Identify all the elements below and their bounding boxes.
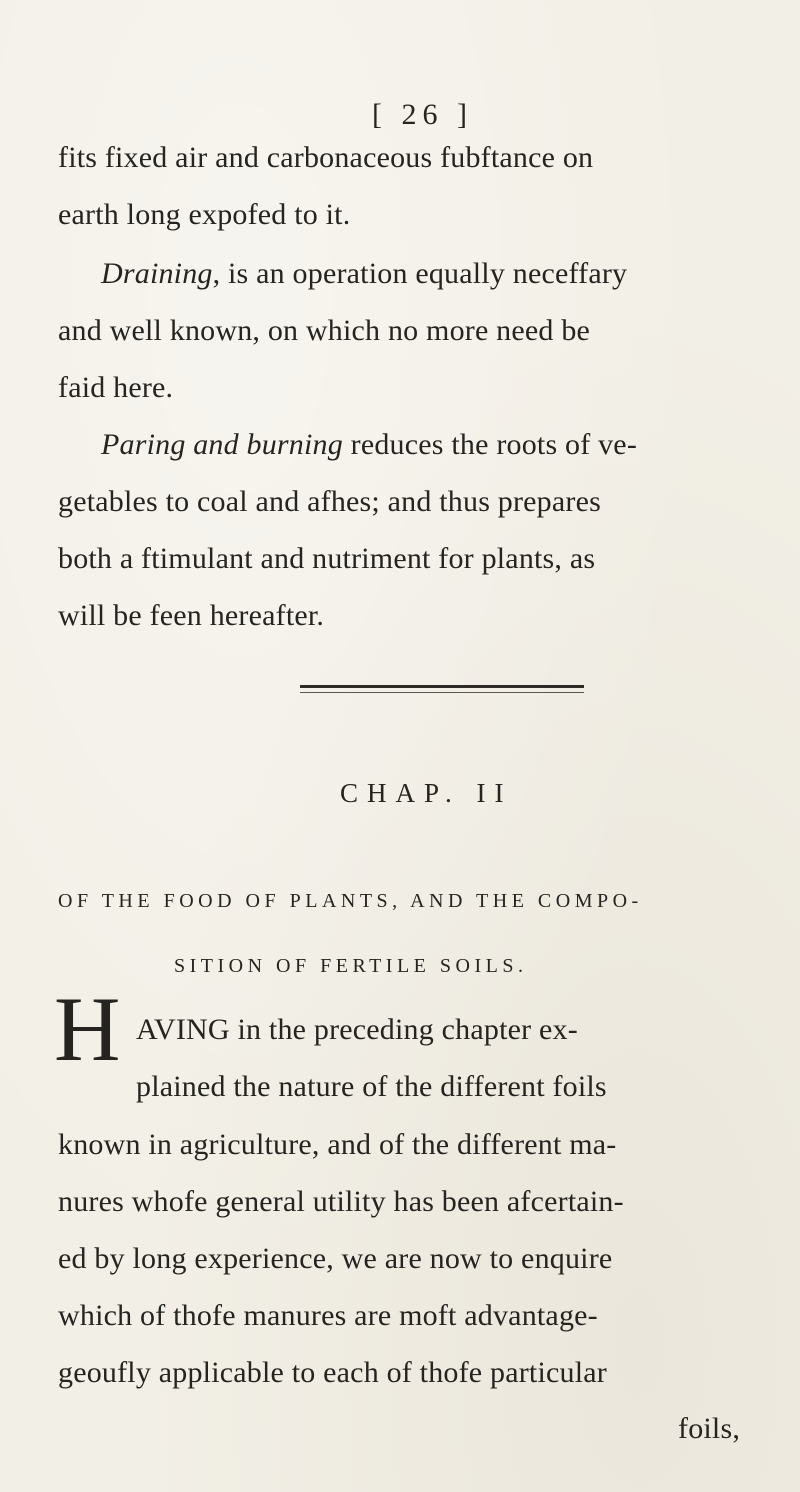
body-line-2: plained the nature of the different foils [136, 1070, 607, 1103]
drop-cap: H [54, 978, 121, 1080]
body-line-3: known in agriculture, and of the different ma- [58, 1128, 617, 1161]
body-line-5: ed by long experience, we are now to enquire [58, 1242, 613, 1275]
draining-paragraph-line-3: faid here. [58, 371, 174, 404]
paring-term: Paring and burning [101, 428, 343, 461]
paring-paragraph-line-4: will be feen hereafter. [58, 599, 325, 632]
draining-rest: , is an operation equally neceffary [212, 257, 628, 290]
body-line-1: AVING in the preceding chapter ex- [136, 1013, 578, 1046]
text-line-2: earth long expofed to it. [58, 198, 351, 231]
text-line-1: fits fixed air and carbonaceous fubftance on [58, 141, 594, 174]
paring-rest: reduces the roots of ve- [342, 428, 638, 461]
section-rule-thick [300, 685, 584, 688]
body-line-7: geoufly applicable to each of thofe particular [58, 1356, 607, 1389]
chapter-subtitle-line-1: OF THE FOOD OF PLANTS, AND THE COMPO- [58, 890, 643, 912]
draining-paragraph-line-2: and well known, on which no more need be [58, 314, 591, 347]
chapter-heading: CHAP. II [340, 778, 513, 808]
draining-paragraph-line-1 [101, 256, 627, 292]
body-line-4: nures whofe general utility has been afcertain- [58, 1185, 624, 1218]
page-number: [ 26 ] [372, 98, 473, 131]
draining-term: Draining [101, 257, 213, 290]
catchword: foils, [678, 1412, 741, 1445]
chapter-subtitle-line-2: SITION OF FERTILE SOILS. [174, 955, 528, 977]
body-line-6: which of thofe manures are moft advantage- [58, 1299, 598, 1332]
paring-paragraph-line-1 [101, 427, 637, 463]
paring-paragraph-line-3: both a ftimulant and nutriment for plants, as [58, 542, 596, 575]
section-rule-thin [300, 692, 584, 693]
paring-paragraph-line-2: getables to coal and afhes; and thus prepares [58, 485, 601, 518]
